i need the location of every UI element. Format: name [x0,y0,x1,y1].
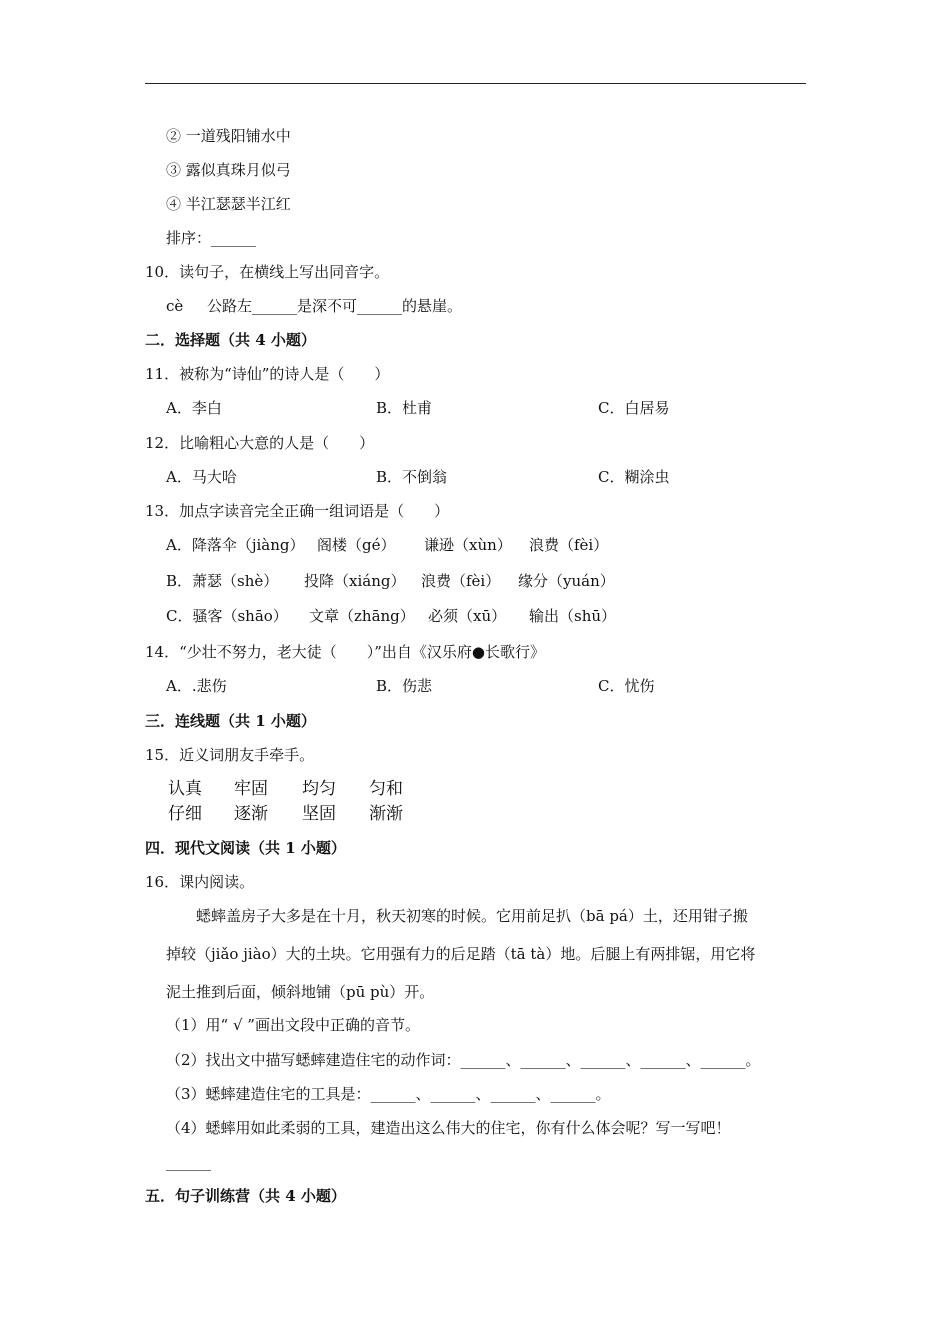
q11-option-a: A．李白 [166,399,222,417]
q11-stem: 11．被称为“诗仙”的诗人是（ ） [145,365,390,383]
q15-word-bottom-2: 逐渐 [234,804,268,824]
q9-line-4: ④ 半江瑟瑟半江红 [166,195,291,213]
q13-b-word-1: B．萧瑟（shè） [166,572,279,590]
q15-word-top-3: 均匀 [302,779,336,799]
q14-option-a: A．.悲伤 [166,677,227,695]
q12-option-c: C．糊涂虫 [598,468,670,486]
q12-stem: 12．比喻粗心大意的人是（ ） [145,434,375,452]
q15-word-top-1: 认真 [168,779,202,799]
q16-answer-blank: ______ [166,1153,211,1171]
q9-line-3: ③ 露似真珠月似弓 [166,161,291,179]
section-3-title: 三．连线题（共 1 小题） [145,712,316,730]
q16-passage-line-2: 掉较（jiǎo jiào）大的土块。它用强有力的后足踏（tā tà）地。后腿上有两排锯，用它将 [166,945,756,963]
q11-option-c: C．白居易 [598,399,670,417]
section-5-title: 五．句子训练营（共 4 小题） [145,1187,346,1205]
q13-c-word-3: 必须（xū） [428,607,507,625]
q11-option-b: B．杜甫 [376,399,433,417]
section-4-title: 四．现代文阅读（共 1 小题） [145,839,346,857]
q14-option-c: C．忧伤 [598,677,655,695]
q15-stem: 15．近义词朋友手牵手。 [145,746,315,764]
q13-b-word-2: 投降（xiáng） [304,572,406,590]
q12-option-a: A．马大哈 [166,468,237,486]
q16-subquestion-1: （1）用“ √ ”画出文段中正确的音节。 [166,1016,420,1034]
q10-sentence: 公路左______是深不可______的悬崖。 [207,297,463,315]
q13-a-word-3: 谦逊（xùn） [424,536,512,554]
q16-stem: 16．课内阅读。 [145,873,255,891]
q15-word-bottom-1: 仔细 [168,804,202,824]
q14-option-b: B．伤悲 [376,677,433,695]
q13-stem: 13．加点字读音完全正确一组词语是（ ） [145,502,450,520]
q10-stem: 10．读句子，在横线上写出同音字。 [145,263,390,281]
q16-subquestion-3: （3）蟋蟀建造住宅的工具是：______、______、______、______。 [166,1085,611,1103]
q13-c-word-4: 输出（shū） [529,607,617,625]
q16-passage-line-3: 泥土推到后面，倾斜地铺（pū pù）开。 [166,983,435,1001]
q15-word-bottom-4: 渐渐 [369,804,403,824]
q13-c-word-2: 文章（zhāng） [309,607,415,625]
q16-passage-line-1: 蟋蟀盖房子大多是在十月，秋天初寒的时候。它用前足扒（bā pá）土，还用钳子搬 [196,907,748,925]
q13-c-word-1: C．骚客（shāo） [166,607,288,625]
header-rule [145,83,806,84]
q14-stem: 14．“少壮不努力，老大徒（ ）”出自《汉乐府●长歌行》 [145,643,546,661]
q13-a-word-1: A．降落伞（jiàng） [166,536,305,554]
q13-b-word-4: 缘分（yuán） [518,572,615,590]
q13-a-word-2: 阁楼（gé） [317,536,396,554]
q16-subquestion-4: （4）蟋蟀用如此柔弱的工具，建造出这么伟大的住宅，你有什么体会呢？写一写吧！ [166,1119,731,1137]
q15-word-top-4: 匀和 [369,779,403,799]
section-2-title: 二．选择题（共 4 小题） [145,331,316,349]
q15-word-bottom-3: 坚固 [302,804,336,824]
q12-option-b: B．不倒翁 [376,468,448,486]
q9-line-2: ② 一道残阳铺水中 [166,127,291,145]
q15-word-top-2: 牢固 [234,779,268,799]
q10-pinyin: cè [166,297,184,315]
q16-subquestion-2: （2）找出文中描写蟋蟀建造住宅的动作词：______、______、______、______、______。 [166,1051,761,1069]
q9-order-blank: 排序：______ [166,229,257,247]
q13-a-word-4: 浪费（fèi） [529,536,609,554]
q13-b-word-3: 浪费（fèi） [421,572,501,590]
